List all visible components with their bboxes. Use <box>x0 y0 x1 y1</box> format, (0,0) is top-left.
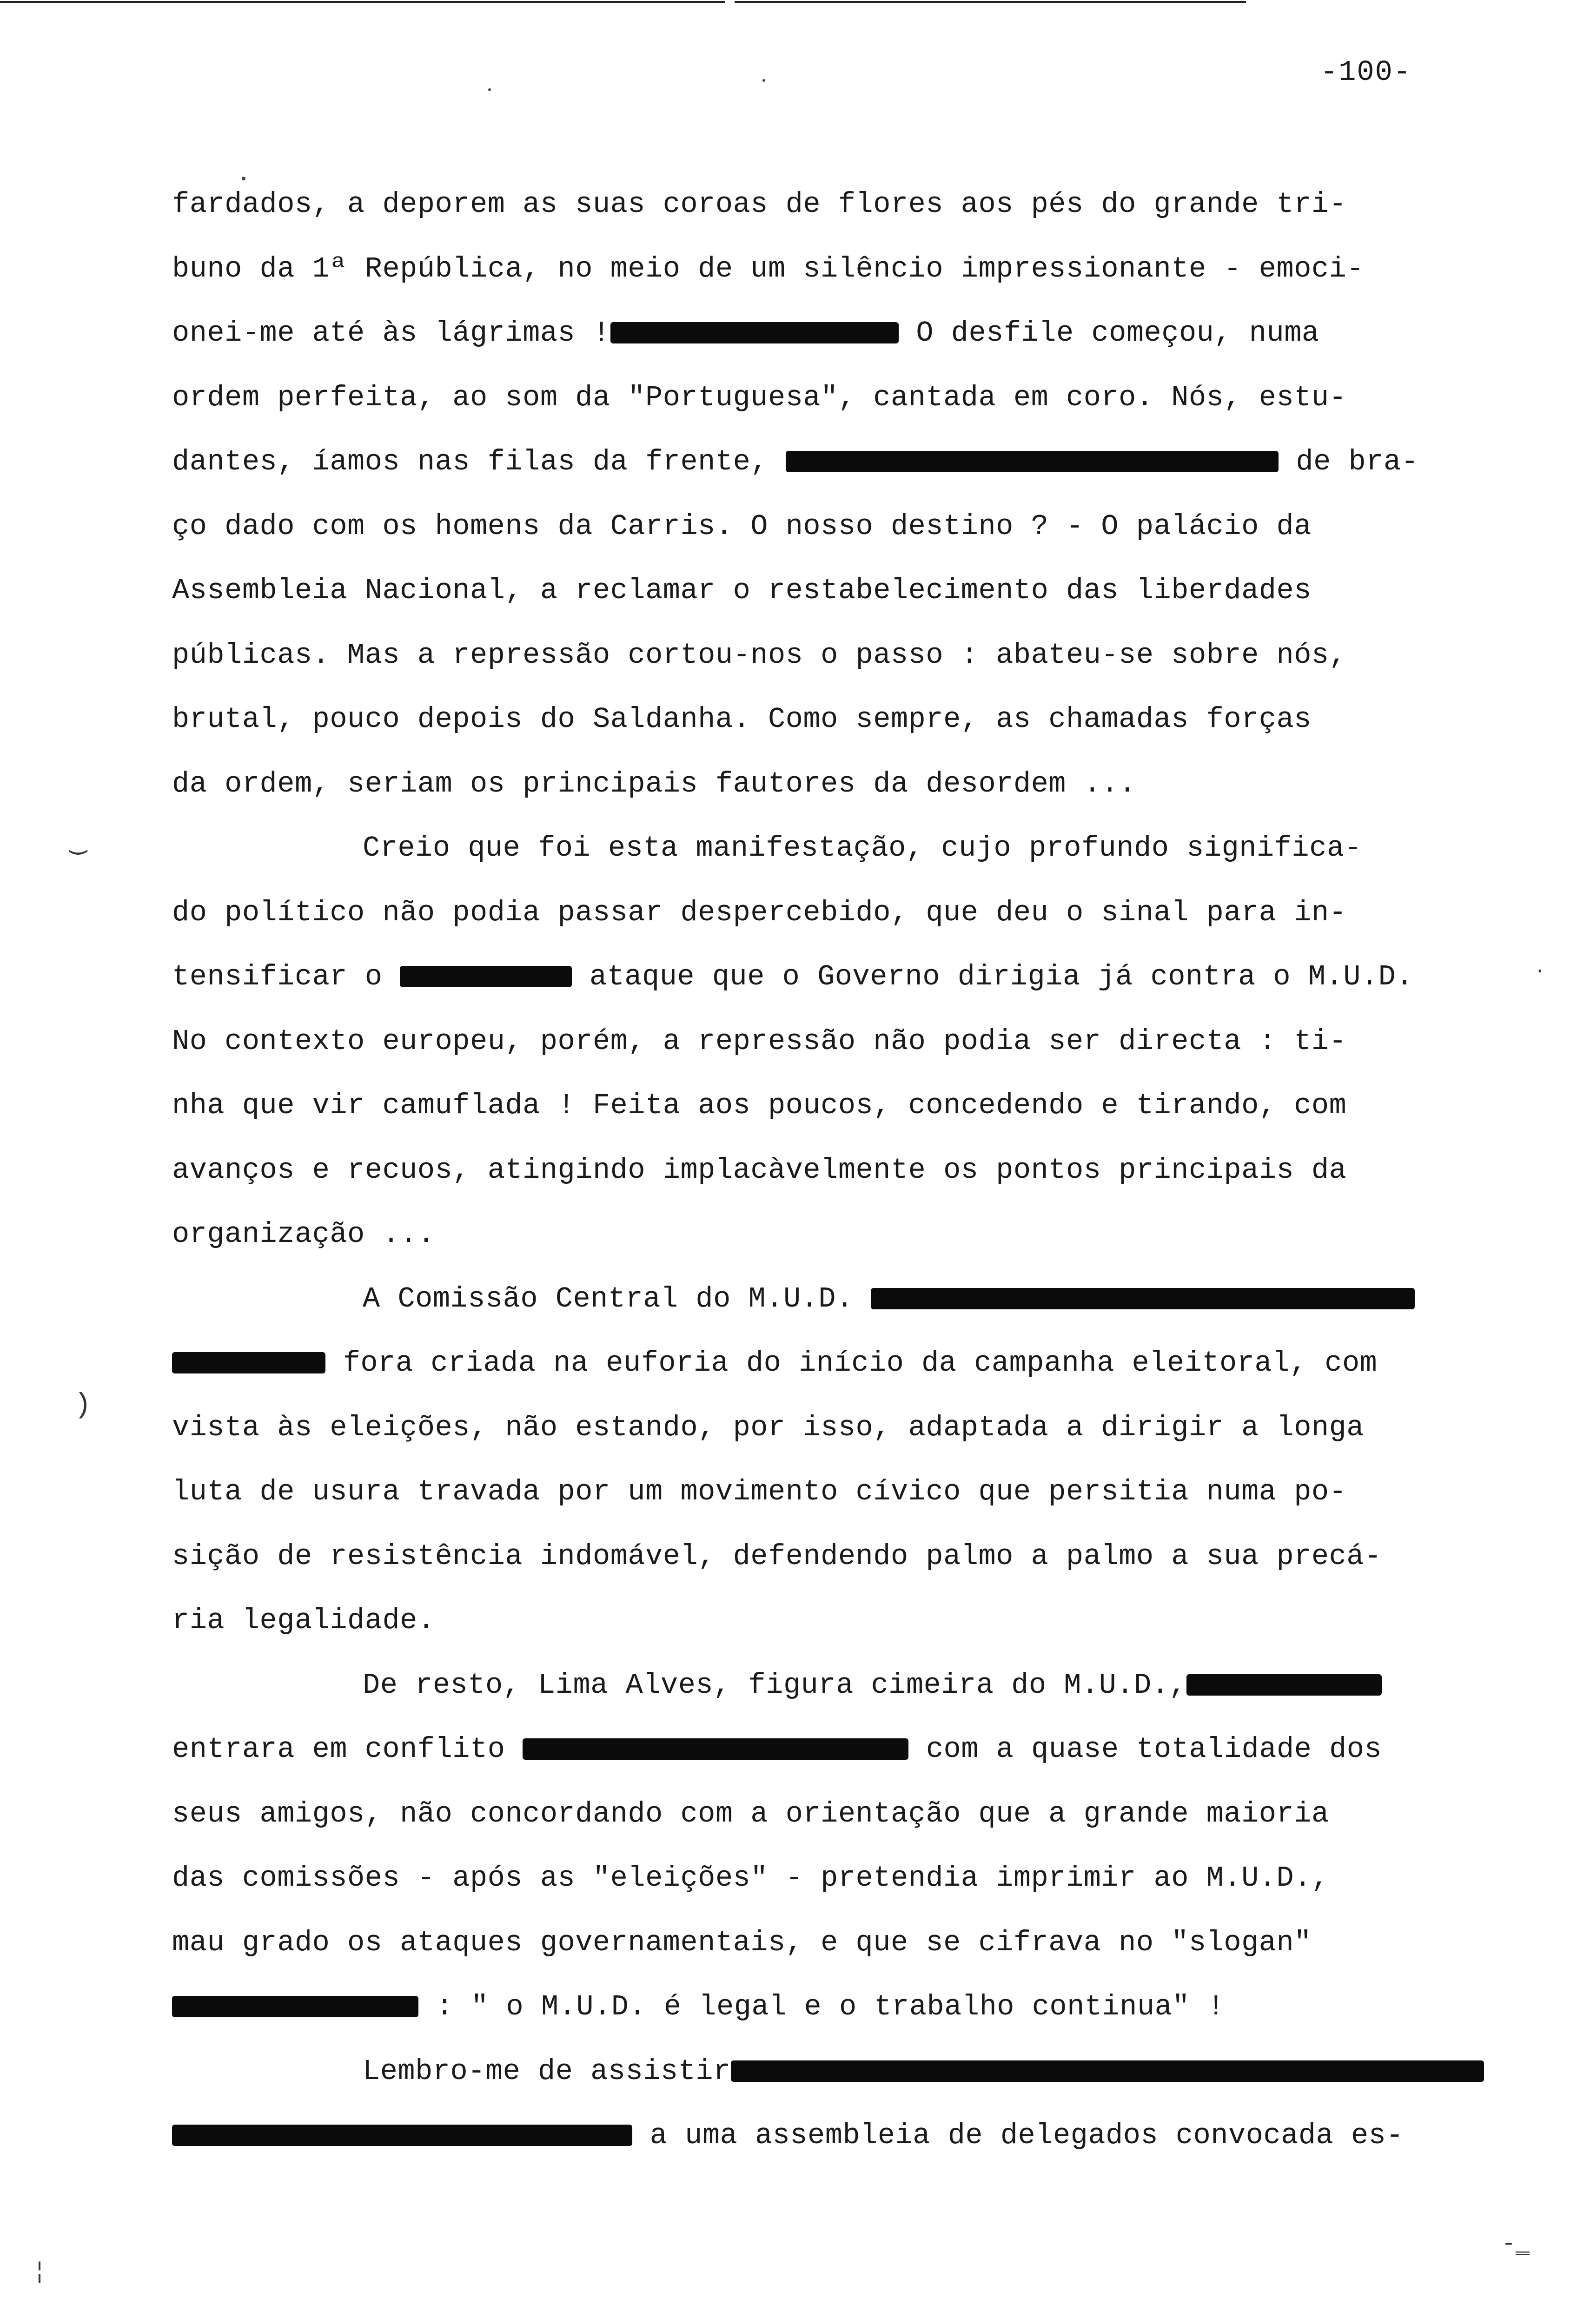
text-line-segment: brutal, pouco depois do Saldanha. Como sempre, as chamadas forças <box>172 703 1312 736</box>
text-line <box>172 897 1346 929</box>
text-line <box>363 1669 1382 1702</box>
text-line-segment: buno da 1ª República, no meio de um silêncio impressionante - emoci- <box>172 252 1365 285</box>
text-line-segment: entrara em conflito <box>172 1733 523 1766</box>
text-line-segment: mau grado os ataques governamentais, e que se cifrava no "slogan" <box>172 1926 1312 1959</box>
text-line <box>172 1540 1382 1573</box>
text-line <box>172 703 1312 736</box>
text-line <box>172 2119 1404 2152</box>
text-line-segment: ço dado com os homens da Carris. O nosso destino ? - O palácio da <box>172 510 1312 543</box>
text-line <box>172 188 1346 221</box>
text-line <box>172 1604 435 1637</box>
text-line <box>172 382 1346 414</box>
text-line <box>172 768 1136 800</box>
text-line-segment: Lembro-me de assistir <box>363 2055 731 2088</box>
redaction-bar <box>172 2125 632 2146</box>
text-line <box>172 1927 1312 1959</box>
text-line <box>172 1412 1364 1444</box>
text-line <box>172 1025 1346 1058</box>
margin-mark: ¦ <box>33 2259 47 2285</box>
text-line-segment: dantes, íamos nas filas da frente, <box>172 445 786 478</box>
text-line-segment: ataque que o Governo dirigia já contra o M.U.D. <box>572 960 1414 993</box>
text-line <box>172 1154 1346 1187</box>
text-line-segment: Creio que foi esta manifestação, cujo profundo significa- <box>363 832 1362 865</box>
text-line <box>172 1991 1225 2023</box>
text-line <box>172 1733 1382 1766</box>
redaction-bar <box>871 1288 1415 1309</box>
redaction-bar <box>786 451 1279 472</box>
text-line-segment: No contexto europeu, porém, a repressão não podia ser directa : ti- <box>172 1025 1347 1058</box>
text-line <box>172 317 1319 350</box>
text-line-segment: da ordem, seriam os principais fautores da desordem ... <box>172 767 1136 800</box>
top-edge-rule <box>0 1 725 3</box>
margin-mark: . <box>1534 957 1546 978</box>
scan-speck <box>488 88 491 91</box>
text-line-segment: a uma assembleia de delegados convocada es- <box>632 2119 1404 2152</box>
text-line <box>172 510 1312 543</box>
text-line <box>172 961 1413 993</box>
text-line <box>172 639 1346 672</box>
redaction-bar <box>1186 1674 1382 1696</box>
margin-mark: ‿ <box>70 825 87 857</box>
text-line <box>172 253 1364 285</box>
text-line-segment: organização ... <box>172 1218 435 1251</box>
text-line <box>172 1476 1346 1508</box>
text-line-segment: de bra- <box>1278 445 1419 478</box>
redaction-bar <box>731 2060 1484 2082</box>
redaction-bar <box>523 1738 908 1760</box>
redaction-bar <box>172 1996 418 2017</box>
text-line <box>172 446 1418 478</box>
text-line-segment: fardados, a deporem as suas coroas de flores aos pés do grande tri- <box>172 188 1347 221</box>
text-line-segment: A Comissão Central do M.U.D. <box>363 1282 871 1315</box>
top-edge-rule <box>735 1 1246 3</box>
margin-mark: ‐‗ <box>1502 2231 1530 2258</box>
text-line <box>172 574 1312 607</box>
text-line <box>172 1347 1377 1380</box>
text-line-segment: seus amigos, não concordando com a orientação que a grande maioria <box>172 1797 1329 1830</box>
text-line <box>172 1218 435 1251</box>
text-line-segment: do político não podia passar despercebido, que deu o sinal para in- <box>172 896 1347 929</box>
text-line <box>363 832 1362 865</box>
text-line-segment: onei-me até às lágrimas ! <box>172 317 610 350</box>
text-line-segment: públicas. Mas a repressão cortou-nos o passo : abateu-se sobre nós, <box>172 639 1347 672</box>
text-line-segment: ordem perfeita, ao som da "Portuguesa", cantada em coro. Nós, estu- <box>172 381 1347 414</box>
text-line <box>172 1862 1329 1895</box>
text-line-segment: com a quase totalidade dos <box>908 1733 1382 1766</box>
text-line-segment: vista às eleições, não estando, por isso, adaptada a dirigir a longa <box>172 1411 1365 1444</box>
text-line-segment: ria legalidade. <box>172 1604 435 1637</box>
margin-mark: ) <box>74 1390 92 1421</box>
text-line-segment: O desfile começou, numa <box>898 317 1319 350</box>
text-line-segment: sição de resistência indomável, defendendo palmo a palmo a sua precá- <box>172 1540 1382 1573</box>
text-line-segment: luta de usura travada por um movimento cívico que persitia numa po- <box>172 1475 1347 1508</box>
text-line-segment: avanços e recuos, atingindo implacàvelmente os pontos principais da <box>172 1154 1347 1187</box>
text-line-segment: nha que vir camuflada ! Feita aos poucos, concedendo e tirando, com <box>172 1089 1347 1122</box>
text-line-segment: De resto, Lima Alves, figura cimeira do M.U.D., <box>363 1669 1187 1702</box>
text-line <box>363 2055 1484 2088</box>
redaction-bar <box>172 1352 325 1373</box>
text-line <box>363 1283 1415 1315</box>
text-line-segment: Assembleia Nacional, a reclamar o restabelecimento das liberdades <box>172 574 1312 607</box>
text-line-segment: tensificar o <box>172 960 400 993</box>
text-line <box>172 1798 1329 1830</box>
redaction-bar <box>400 966 572 987</box>
text-line-segment: : " o M.U.D. é legal e o trabalho continua" ! <box>418 1990 1225 2023</box>
scan-speck <box>762 79 765 82</box>
scan-speck <box>242 177 245 180</box>
text-line-segment: fora criada na euforia do início da campanha eleitoral, com <box>325 1347 1378 1380</box>
redaction-bar <box>610 322 899 343</box>
page-number: -100- <box>1320 56 1412 89</box>
text-line-segment: das comissões - após as "eleições" - pretendia imprimir ao M.U.D., <box>172 1862 1329 1895</box>
text-line <box>172 1089 1346 1122</box>
